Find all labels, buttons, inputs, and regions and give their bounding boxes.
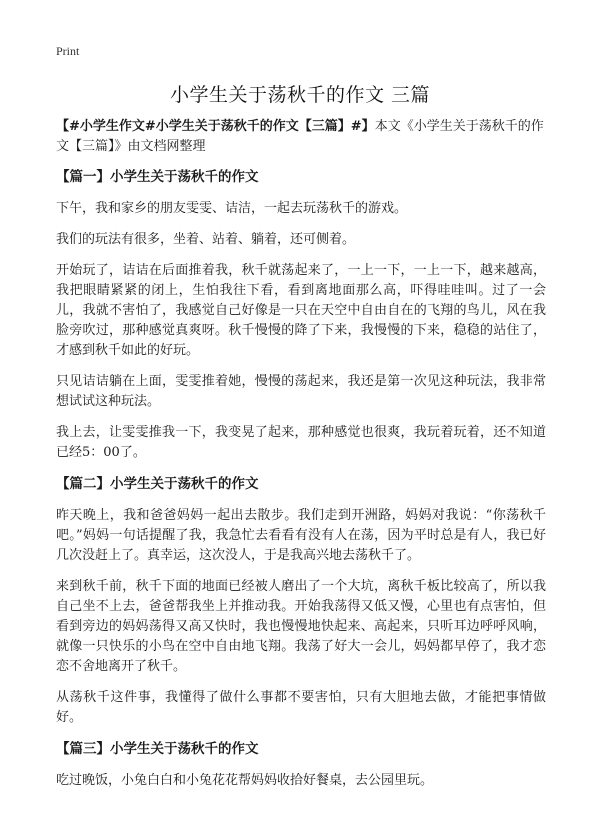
document-body [56,117,546,802]
intro-bold-tag: 【#小学生作文#小学生关于荡秋千的作文【三篇】#】 [56,119,375,134]
section-1 [56,167,546,463]
section-3 [56,739,546,791]
paragraph: 来到秋千前，秋千下面的地面已经被人磨出了一个大坑，离秋千板比较高了，所以我自己坐不上去，爸爸帮我坐上并推动我。开始我荡得又低又慢，心里也有点害怕，但看到旁边的妈妈荡得又高又快时，我也慢慢地快起来、高起来，只听耳边呼呼风响，就像一只快乐的小鸟在空中自由地飞翔。我荡了好大一会儿，妈妈都早停了，我才恋恋不舍地离开了秋千。 [56,579,546,674]
paragraph: 从荡秋千这件事，我懂得了做什么事都不要害怕，只有大胆地去做，才能把事情做好。 [56,690,546,725]
print-label[interactable]: Print [56,44,80,58]
paragraph: 昨天晚上，我和爸爸妈妈一起出去散步。我们走到开洲路，妈妈对我说：“你荡秋千吧。”妈妈一句话提醒了我，我急忙去看看有没有人在荡，因为平时总是有人，我已好几次没赶上了。真幸运，这次没人，于是我高兴地去荡秋千了。 [56,508,546,563]
paragraph: 下午，我和家乡的朋友雯雯、诘洁，一起去玩荡秋千的游戏。 [56,201,408,216]
intro-paragraph [56,117,546,157]
page-title: 小学生关于荡秋千的作文 三篇 [169,84,431,106]
section-heading: 【篇三】小学生关于荡秋千的作文 [56,741,259,757]
paragraph: 吃过晚饭，小兔白白和小兔花花帮妈妈收拾好餐桌，去公园里玩。 [56,773,434,788]
section-2 [56,474,546,728]
paragraph: 我上去，让雯雯推我一下，我变晃了起来，那种感觉也很爽，我玩着玩着，还不知道已经5：00了。 [56,425,546,460]
paragraph: 只见诘诘躺在上面，雯雯推着她，慢慢的荡起来，我还是第一次见这种玩法，我非常想试试这种玩法。 [56,374,546,409]
intro-text: 本文《小学生关于荡秋千的作文【三篇】》由文档网整理 [56,119,544,154]
section-heading: 【篇二】小学生关于荡秋千的作文 [56,476,259,492]
paragraph: 我们的玩法有很多，坐着、站着、躺着，还可侧着。 [56,232,356,247]
section-heading: 【篇一】小学生关于荡秋千的作文 [56,169,259,185]
paragraph: 开始玩了，诘诘在后面推着我，秋千就荡起来了，一上一下，一上一下，越来越高，我把眼睛紧紧的闭上，生怕我往下看，看到离地面那么高，吓得哇哇叫。过了一会儿，我就不害怕了，我感觉自己好像是一只在天空中自由自在的飞翔的鸟儿，风在我脸旁吹过，那种感觉真爽呀。秋千慢慢的降了下来，我慢慢的下来，稳稳的站住了，才感到秋千如此的好玩。 [56,263,546,358]
